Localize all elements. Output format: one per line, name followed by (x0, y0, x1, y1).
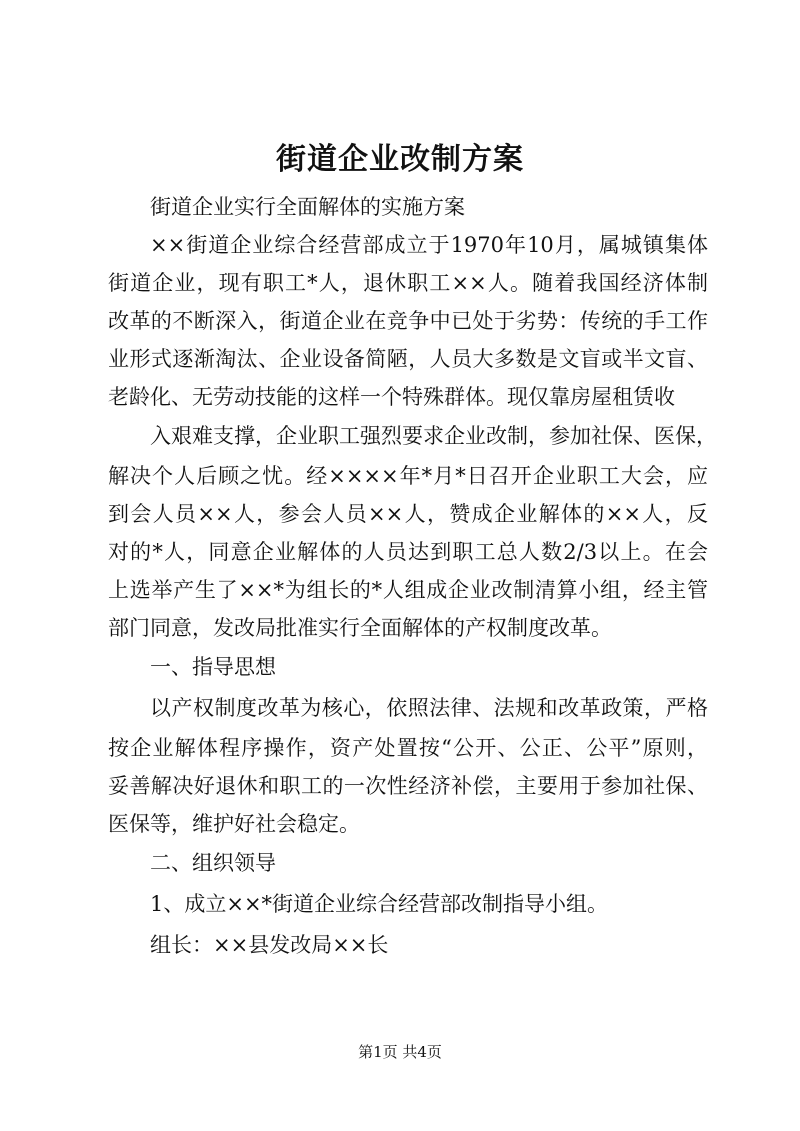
text-line: 解决个人后顾之忧。经××××年*月*日召开企业职工大会，应 (108, 464, 708, 488)
document-body (108, 188, 717, 966)
text-line: 二、组织领导 (150, 851, 276, 875)
text-line: 业形式逐渐淘汰、企业设备简陋，人员大多数是文盲或半文盲、 (108, 347, 708, 371)
text-line: 医保等，维护好社会稳定。 (108, 812, 360, 836)
text-line: 部门同意，发改局批准实行全面解体的产权制度改革。 (108, 616, 612, 640)
text-line: ××街道企业综合经营部成立于1970年10月，属城镇集体 (150, 233, 708, 257)
text-line: 到会人员××人，参会人员××人，赞成企业解体的××人，反 (108, 502, 708, 526)
text-line: 组长：××县发改局××长 (150, 933, 389, 957)
page-footer: 第1页 共4页 (358, 1043, 442, 1061)
text-line: 按企业解体程序操作，资产处置按“公开、公正、公平”原则， (108, 736, 708, 760)
document-title: 街道企业改制方案 (276, 142, 524, 177)
text-line: 一、指导思想 (150, 655, 276, 679)
text-line: 妥善解决好退休和职工的一次性经济补偿，主要用于参加社保、 (108, 774, 708, 798)
text-line: 入艰难支撑，企业职工强烈要求企业改制，参加社保、医保， (150, 424, 717, 448)
text-line: 老龄化、无劳动技能的这样一个特殊群体。现仅靠房屋租赁收 (108, 385, 675, 409)
text-line: 街道企业实行全面解体的实施方案 (150, 195, 465, 219)
text-line: 以产权制度改革为核心，依照法律、法规和改革政策，严格 (150, 696, 708, 720)
text-line: 街道企业，现有职工*人，退休职工××人。随着我国经济体制 (108, 271, 708, 295)
text-line: 1、成立××*街道企业综合经营部改制指导小组。 (150, 892, 609, 916)
text-line: 改革的不断深入，街道企业在竞争中已处于劣势：传统的手工作 (108, 309, 708, 333)
text-line: 对的*人，同意企业解体的人员达到职工总人数2/3以上。在会 (108, 540, 708, 564)
text-line: 上选举产生了××*为组长的*人组成企业改制清算小组，经主管 (108, 578, 708, 602)
